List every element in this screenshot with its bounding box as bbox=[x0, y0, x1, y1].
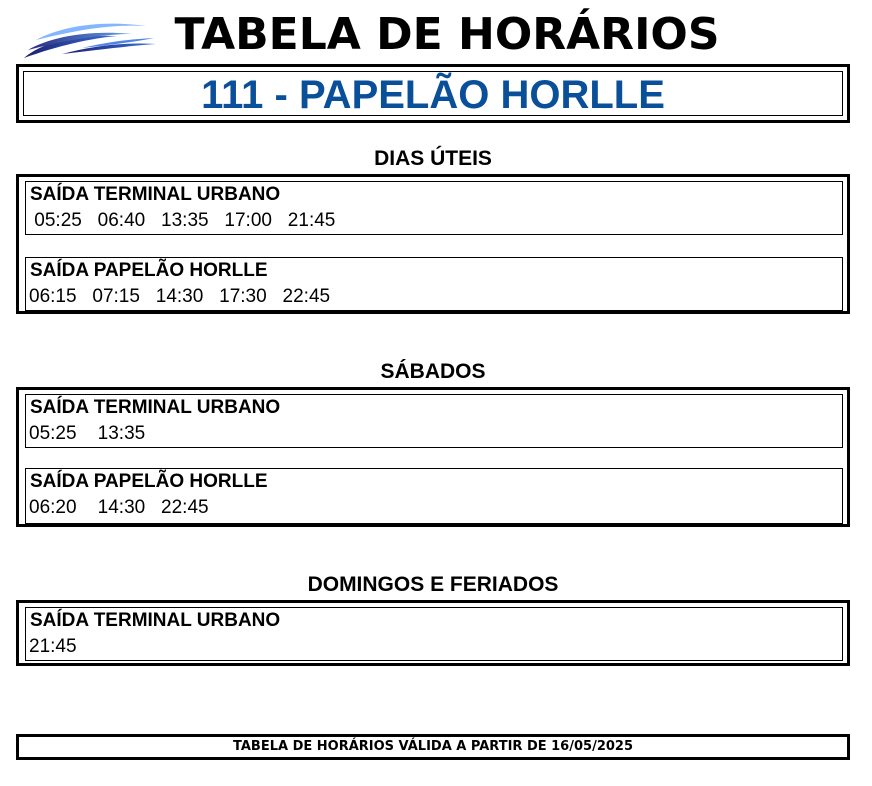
validity-footer: TABELA DE HORÁRIOS VÁLIDA A PARTIR DE 16/05/2025 bbox=[16, 734, 850, 760]
departure-times: 21:45 bbox=[29, 636, 77, 657]
departure-block bbox=[25, 394, 843, 448]
departure-times: 05:25 13:35 bbox=[29, 423, 146, 444]
route-name: 111 - PAPELÃO HORLLE bbox=[23, 71, 843, 116]
departure-block bbox=[25, 468, 843, 524]
section-weekdays bbox=[16, 174, 850, 314]
section-title-weekdays: DIAS ÚTEIS bbox=[374, 147, 492, 170]
section-saturdays bbox=[16, 387, 850, 527]
section-title-saturdays: SÁBADOS bbox=[380, 360, 486, 383]
departure-label: SAÍDA TERMINAL URBANO bbox=[30, 610, 281, 631]
section-sundays bbox=[16, 600, 850, 666]
route-banner bbox=[16, 64, 850, 123]
page-title: TABELA DE HORÁRIOS bbox=[174, 9, 720, 60]
departure-block bbox=[25, 607, 843, 661]
departure-label: SAÍDA TERMINAL URBANO bbox=[30, 184, 281, 205]
departure-label: SAÍDA PAPELÃO HORLLE bbox=[30, 260, 268, 281]
departure-label: SAÍDA TERMINAL URBANO bbox=[30, 397, 281, 418]
departure-times: 06:15 07:15 14:30 17:30 22:45 bbox=[29, 286, 331, 307]
departure-block bbox=[25, 257, 843, 311]
section-title-sundays: DOMINGOS E FERIADOS bbox=[307, 573, 559, 596]
departure-times: 05:25 06:40 13:35 17:00 21:45 bbox=[29, 210, 336, 231]
departure-times: 06:20 14:30 22:45 bbox=[29, 497, 209, 518]
departure-label: SAÍDA PAPELÃO HORLLE bbox=[30, 471, 268, 492]
departure-block bbox=[25, 181, 843, 235]
